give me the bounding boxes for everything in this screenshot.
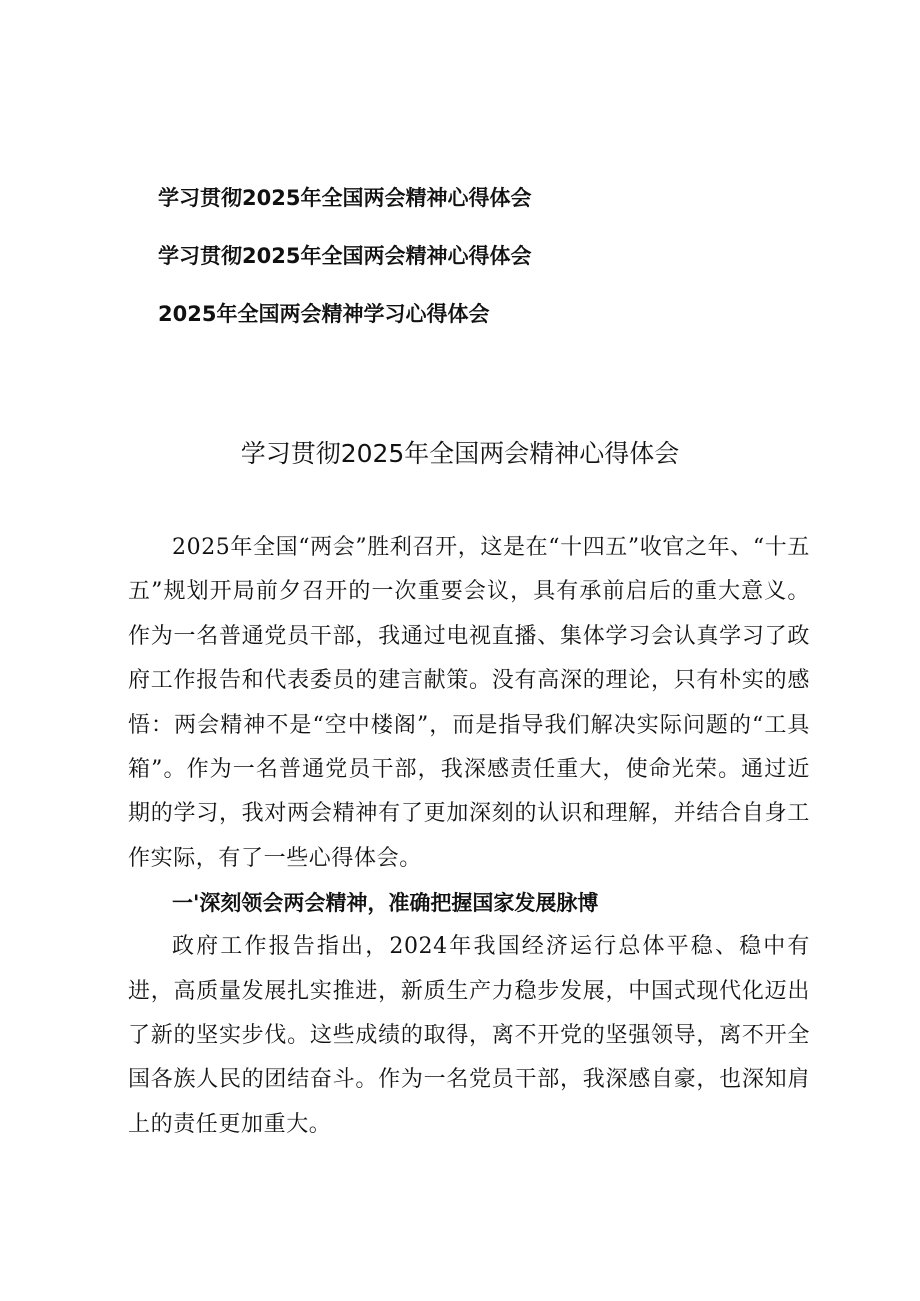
section-paragraph: 政府工作报告指出，2024年我国经济运行总体平稳、稳中有进，高质量发展扎实推进，新质生产力稳步发展，中国式现代化迈出了新的坚实步伐。这些成绩的取得，离不开党的坚强领导，离不开全国各族人民的团结奋斗。作为一名党员干部，我深感自豪，也深知肩上的责任更加重大。 bbox=[128, 934, 810, 1137]
table-of-contents bbox=[158, 180, 858, 354]
toc-item: 学习贯彻2025年全国两会精神心得体会 bbox=[158, 186, 532, 210]
article-title: 学习贯彻2025年全国两会精神心得体会 bbox=[240, 439, 680, 468]
article-body bbox=[128, 526, 810, 1147]
section-heading: 一'深刻领会两会精神，准确把握国家发展脉博 bbox=[172, 891, 599, 916]
intro-paragraph: 2025年全国“两会”胜利召开，这是在“十四五”收官之年、“十五五”规划开局前夕召开的一次重要会议，具有承前启后的重大意义。作为一名普通党员干部，我通过电视直播、集体学习会认真学习了政府工作报告和代表委员的建言献策。没有高深的理论，只有朴实的感悟：两会精神不是“空中楼阁”，而是指导我们解决实际问题的“工具箱”。作为一名普通党员干部，我深感责任重大，使命光荣。通过近期的学习，我对两会精神有了更加深刻的认识和理解，并结合自身工作实际，有了一些心得体会。 bbox=[128, 535, 810, 871]
toc-item: 学习贯彻2025年全国两会精神心得体会 bbox=[158, 244, 532, 268]
toc-item: 2025年全国两会精神学习心得体会 bbox=[158, 302, 490, 326]
